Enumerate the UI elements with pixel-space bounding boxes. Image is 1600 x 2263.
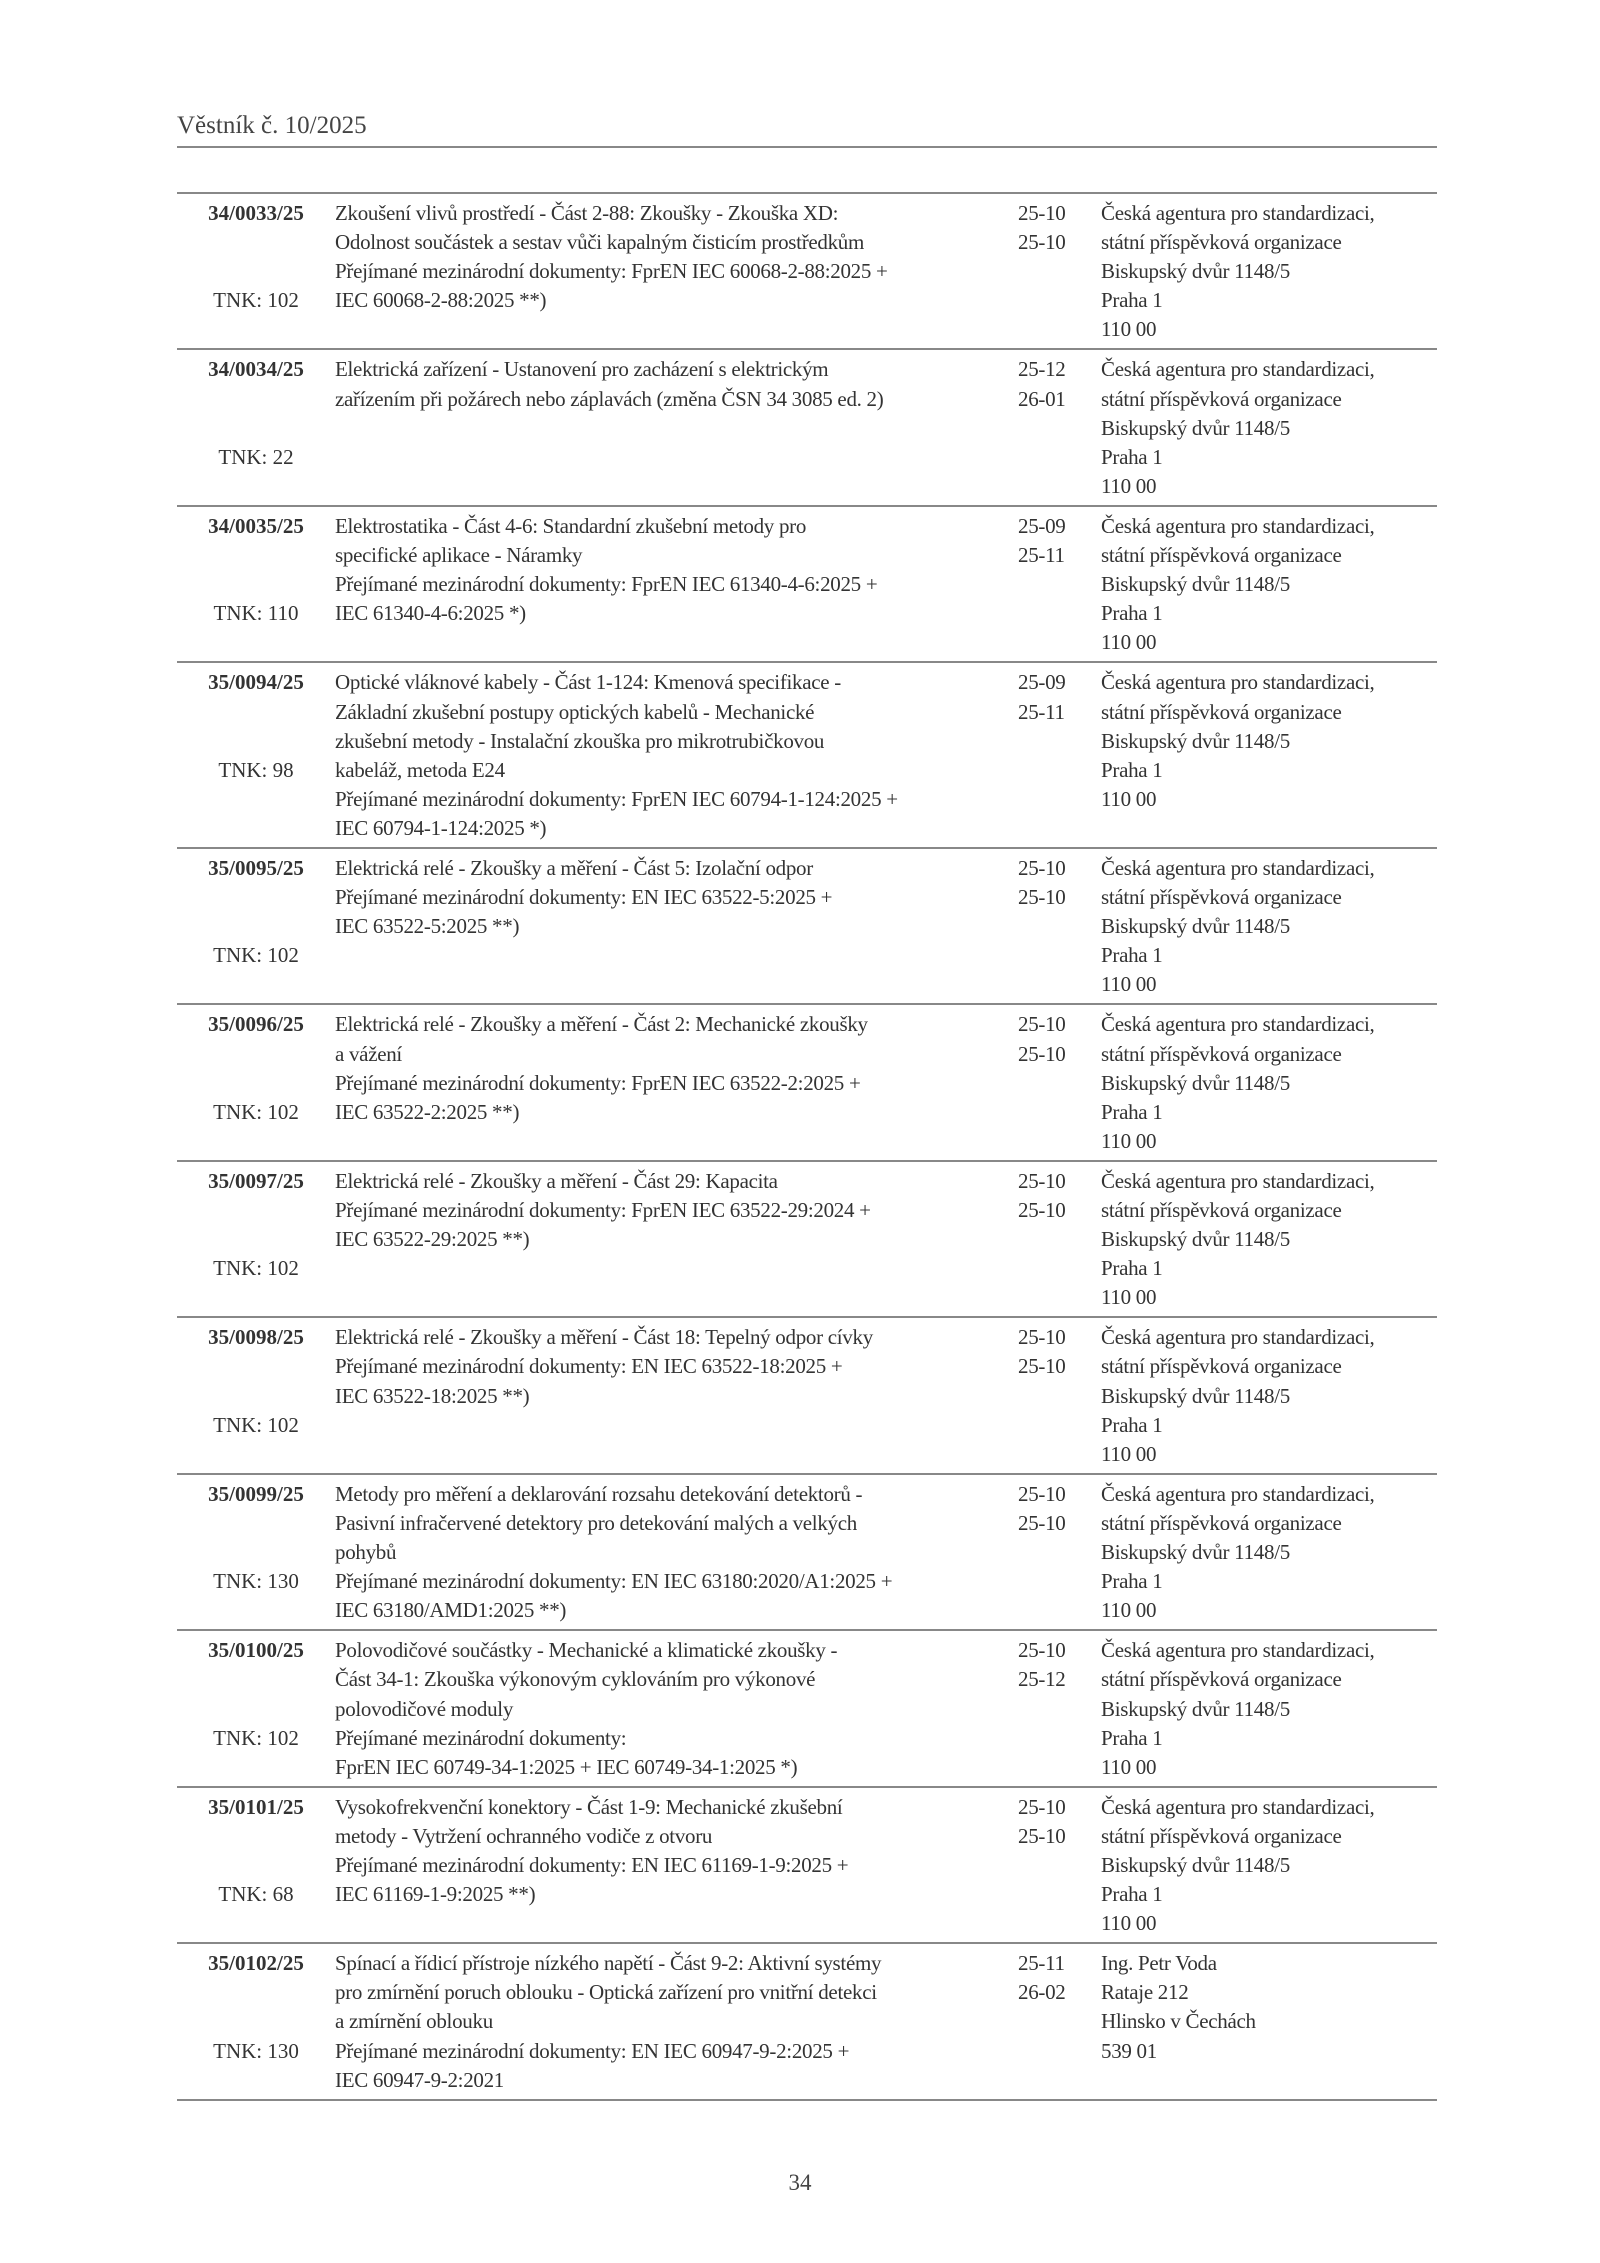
code-cell [177, 662, 335, 848]
dates-cell [1018, 1474, 1101, 1630]
organization-line: Praha 1 [1101, 1412, 1163, 1437]
dates-cell [1018, 1004, 1101, 1160]
description-cell [335, 349, 1018, 505]
project-code: 35/0096/25 [208, 1012, 304, 1037]
description-cell [335, 1787, 1018, 1943]
table-row [177, 1317, 1437, 1473]
date-line: 25-11 [1018, 1951, 1065, 1976]
organization-line: Česká agentura pro standardizaci, [1101, 1325, 1375, 1350]
organization-line: 110 00 [1101, 1754, 1157, 1779]
organization-line: Praha 1 [1101, 444, 1163, 469]
project-code: 34/0033/25 [208, 201, 304, 225]
description-line: IEC 63522-5:2025 **) [335, 914, 520, 939]
dates-cell [1018, 1943, 1101, 2099]
description-line: IEC 63522-2:2025 **) [335, 1099, 520, 1124]
organization-line: státní příspěvková organizace [1101, 1041, 1342, 1066]
organization-line: státní příspěvková organizace [1101, 1510, 1342, 1535]
organization-cell [1101, 193, 1437, 349]
table-row [177, 349, 1437, 505]
organization-line: Biskupský dvůr 1148/5 [1101, 914, 1290, 939]
description-line: specifické aplikace - Náramky [335, 543, 583, 568]
description-cell [335, 193, 1018, 349]
description-line: Optické vláknové kabely - Část 1-124: Kmenová specifikace - [335, 670, 841, 695]
organization-line: státní příspěvková organizace [1101, 1354, 1342, 1379]
organization-line: 110 00 [1101, 786, 1157, 811]
description-line: Přejímané mezinárodní dokumenty: EN IEC 60947-9-2:2025 + [335, 2038, 850, 2063]
date-line: 26-02 [1018, 1980, 1066, 2005]
code-cell [177, 1004, 335, 1160]
code-cell [177, 1161, 335, 1317]
organization-line: Praha 1 [1101, 1569, 1163, 1594]
organization-line: Rataje 212 [1101, 1980, 1189, 2005]
description-line: FprEN IEC 60749-34-1:2025 + IEC 60749-34-1:2025 *) [335, 1754, 798, 1779]
description-line: IEC 63522-29:2025 **) [335, 1227, 530, 1252]
date-line: 25-10 [1018, 1354, 1066, 1379]
description-line: Spínací a řídicí přístroje nízkého napětí - Část 9-2: Aktivní systémy [335, 1951, 882, 1976]
dates-cell [1018, 193, 1101, 349]
description-line: Metody pro měření a deklarování rozsahu detekování detektorů - [335, 1481, 863, 1506]
organization-line: Biskupský dvůr 1148/5 [1101, 1070, 1290, 1095]
organization-cell [1101, 349, 1437, 505]
organization-line: státní příspěvková organizace [1101, 543, 1342, 568]
description-line: Elektrická relé - Zkoušky a měření - Část 2: Mechanické zkoušky [335, 1012, 868, 1037]
organization-line: státní příspěvková organizace [1101, 885, 1342, 910]
project-code: 35/0094/25 [208, 670, 304, 695]
tnk-number: TNK: 102 [213, 1412, 299, 1437]
organization-line: 110 00 [1101, 972, 1157, 997]
organization-line: 110 00 [1101, 1441, 1157, 1466]
code-cell [177, 1787, 335, 1943]
table-row [177, 848, 1437, 1004]
description-line: kabeláž, metoda E24 [335, 757, 505, 782]
project-code: 35/0101/25 [208, 1794, 304, 1819]
description-cell [335, 506, 1018, 662]
description-cell [335, 1161, 1018, 1317]
organization-line: Praha 1 [1101, 1256, 1163, 1281]
description-line: Zkoušení vlivů prostředí - Část 2-88: Zkoušky - Zkouška XD: [335, 201, 839, 225]
organization-cell [1101, 848, 1437, 1004]
description-cell [335, 662, 1018, 848]
description-line: Elektrostatika - Část 4-6: Standardní zkušební metody pro [335, 513, 807, 538]
project-code: 35/0100/25 [208, 1638, 304, 1663]
organization-cell [1101, 1787, 1437, 1943]
description-line: Přejímané mezinárodní dokumenty: [335, 1725, 627, 1750]
code-cell [177, 1630, 335, 1786]
description-line: IEC 60068-2-88:2025 **) [335, 288, 547, 313]
project-code: 35/0098/25 [208, 1325, 304, 1350]
organization-cell [1101, 506, 1437, 662]
header-rule [177, 146, 1437, 148]
dates-cell [1018, 848, 1101, 1004]
description-line: a zmírnění oblouku [335, 2009, 493, 2034]
tnk-number: TNK: 130 [213, 1569, 299, 1594]
organization-cell [1101, 1317, 1437, 1473]
organization-line: Česká agentura pro standardizaci, [1101, 513, 1375, 538]
date-line: 25-10 [1018, 1325, 1066, 1350]
code-cell [177, 193, 335, 349]
organization-line: Hlinsko v Čechách [1101, 2009, 1256, 2034]
date-line: 25-12 [1018, 1667, 1066, 1692]
date-line: 25-11 [1018, 543, 1065, 568]
code-cell [177, 506, 335, 662]
description-line: Polovodičové součástky - Mechanické a klimatické zkoušky - [335, 1638, 838, 1663]
description-line: zkušební metody - Instalační zkouška pro mikrotrubičkovou [335, 728, 825, 753]
organization-line: Česká agentura pro standardizaci, [1101, 1012, 1375, 1037]
date-line: 25-10 [1018, 1823, 1066, 1848]
organization-line: Praha 1 [1101, 1882, 1163, 1907]
dates-cell [1018, 506, 1101, 662]
description-line: Přejímané mezinárodní dokumenty: EN IEC 63180:2020/A1:2025 + [335, 1569, 893, 1594]
project-code: 35/0102/25 [208, 1951, 304, 1976]
description-line: Přejímané mezinárodní dokumenty: EN IEC 63522-18:2025 + [335, 1354, 843, 1379]
date-line: 25-10 [1018, 1041, 1066, 1066]
organization-cell [1101, 1943, 1437, 2099]
date-line: 25-09 [1018, 513, 1066, 538]
organization-line: 110 00 [1101, 1285, 1157, 1310]
organization-line: Česká agentura pro standardizaci, [1101, 1794, 1375, 1819]
organization-line: Česká agentura pro standardizaci, [1101, 855, 1375, 880]
table-row [177, 1943, 1437, 2099]
description-cell [335, 1943, 1018, 2099]
description-line: Přejímané mezinárodní dokumenty: FprEN IEC 60794-1-124:2025 + [335, 786, 898, 811]
date-line: 25-10 [1018, 1510, 1066, 1535]
description-line: Elektrická relé - Zkoušky a měření - Část 5: Izolační odpor [335, 855, 813, 880]
description-line: metody - Vytržení ochranného vodiče z otvoru [335, 1823, 713, 1848]
project-code: 35/0095/25 [208, 855, 304, 880]
organization-cell [1101, 1004, 1437, 1160]
description-cell [335, 1630, 1018, 1786]
dates-cell [1018, 1317, 1101, 1473]
date-line: 25-10 [1018, 1012, 1066, 1037]
organization-line: Ing. Petr Voda [1101, 1951, 1217, 1976]
code-cell [177, 349, 335, 505]
organization-line: Biskupský dvůr 1148/5 [1101, 728, 1290, 753]
date-line: 25-09 [1018, 670, 1066, 695]
code-cell [177, 1317, 335, 1473]
tnk-number: TNK: 22 [218, 444, 294, 469]
description-line: Část 34-1: Zkouška výkonovým cyklováním pro výkonové [335, 1667, 816, 1692]
organization-cell [1101, 662, 1437, 848]
description-line: Přejímané mezinárodní dokumenty: EN IEC 63522-5:2025 + [335, 885, 833, 910]
date-line: 25-10 [1018, 1638, 1066, 1663]
project-code: 35/0097/25 [208, 1168, 304, 1193]
dates-cell [1018, 1787, 1101, 1943]
description-line: IEC 63522-18:2025 **) [335, 1383, 530, 1408]
organization-line: 110 00 [1101, 1128, 1157, 1153]
organization-line: státní příspěvková organizace [1101, 1198, 1342, 1222]
description-line: Elektrická zařízení - Ustanovení pro zacházení s elektrickým [335, 357, 829, 382]
organization-line: Biskupský dvůr 1148/5 [1101, 1696, 1290, 1721]
page-number: 34 [788, 2170, 812, 2195]
code-cell [177, 848, 335, 1004]
tnk-number: TNK: 98 [218, 757, 294, 782]
description-cell [335, 1317, 1018, 1473]
organization-line: státní příspěvková organizace [1101, 699, 1342, 724]
tnk-number: TNK: 102 [213, 1256, 299, 1281]
date-line: 25-10 [1018, 1198, 1066, 1222]
description-line: Přejímané mezinárodní dokumenty: FprEN IEC 63522-2:2025 + [335, 1070, 861, 1095]
date-line: 25-10 [1018, 1794, 1066, 1819]
dates-cell [1018, 662, 1101, 848]
organization-cell [1101, 1630, 1437, 1786]
table-row [177, 1161, 1437, 1317]
organization-line: Česká agentura pro standardizaci, [1101, 1168, 1375, 1193]
table-row [177, 506, 1437, 662]
running-header: Věstník č. 10/2025 [177, 112, 367, 139]
organization-line: Biskupský dvůr 1148/5 [1101, 1540, 1290, 1565]
date-line: 25-10 [1018, 201, 1066, 225]
description-line: Základní zkušební postupy optických kabelů - Mechanické [335, 699, 815, 724]
table-row [177, 1787, 1437, 1943]
description-line: zařízením při požárech nebo záplavách (změna ČSN 34 3085 ed. 2) [335, 386, 884, 411]
tnk-number: TNK: 102 [213, 1099, 299, 1124]
description-line: IEC 60794-1-124:2025 *) [335, 815, 547, 840]
organization-line: Česká agentura pro standardizaci, [1101, 1638, 1375, 1663]
description-line: Přejímané mezinárodní dokumenty: FprEN IEC 61340-4-6:2025 + [335, 572, 878, 597]
organization-line: 110 00 [1101, 473, 1157, 498]
project-code: 34/0034/25 [208, 357, 304, 382]
organization-cell [1101, 1161, 1437, 1317]
organization-line: Biskupský dvůr 1148/5 [1101, 572, 1290, 597]
code-cell [177, 1474, 335, 1630]
organization-line: Praha 1 [1101, 757, 1163, 782]
tnk-number: TNK: 110 [213, 601, 299, 626]
description-line: IEC 61169-1-9:2025 **) [335, 1882, 536, 1907]
tnk-number: TNK: 130 [213, 2038, 299, 2063]
description-line: pohybů [335, 1540, 397, 1565]
organization-line: státní příspěvková organizace [1101, 1823, 1342, 1848]
description-cell [335, 1004, 1018, 1160]
organization-line: Biskupský dvůr 1148/5 [1101, 415, 1290, 440]
tnk-number: TNK: 102 [213, 1725, 299, 1750]
organization-line: Praha 1 [1101, 1099, 1163, 1124]
tnk-number: TNK: 102 [213, 288, 299, 313]
project-code: 34/0035/25 [208, 513, 304, 538]
description-line: Elektrická relé - Zkoušky a měření - Část 18: Tepelný odpor cívky [335, 1325, 873, 1350]
description-line: Přejímané mezinárodní dokumenty: FprEN IEC 63522-29:2024 + [335, 1198, 871, 1222]
description-line: polovodičové moduly [335, 1696, 514, 1721]
table-row [177, 1474, 1437, 1630]
description-cell [335, 1474, 1018, 1630]
tnk-number: TNK: 102 [213, 943, 299, 968]
dates-cell [1018, 349, 1101, 505]
organization-line: Česká agentura pro standardizaci, [1101, 357, 1375, 382]
organization-line: Praha 1 [1101, 601, 1163, 626]
organization-line: 110 00 [1101, 1598, 1157, 1623]
organization-line: Biskupský dvůr 1148/5 [1101, 1227, 1290, 1252]
description-line: IEC 60947-9-2:2021 [335, 2067, 504, 2092]
code-cell [177, 1943, 335, 2099]
tnk-number: TNK: 68 [218, 1882, 294, 1907]
table-row [177, 1004, 1437, 1160]
date-line: 25-10 [1018, 855, 1066, 880]
organization-line: státní příspěvková organizace [1101, 1667, 1342, 1692]
description-line: a vážení [335, 1041, 402, 1066]
standards-table [177, 192, 1437, 2101]
date-line: 25-10 [1018, 1168, 1066, 1193]
date-line: 25-10 [1018, 230, 1066, 255]
dates-cell [1018, 1161, 1101, 1317]
dates-cell [1018, 1630, 1101, 1786]
table-row [177, 662, 1437, 848]
date-line: 25-10 [1018, 885, 1066, 910]
organization-line: 110 00 [1101, 630, 1157, 655]
organization-line: Biskupský dvůr 1148/5 [1101, 259, 1290, 284]
date-line: 25-11 [1018, 699, 1065, 724]
organization-line: 110 00 [1101, 317, 1157, 342]
table-row [177, 193, 1437, 349]
description-line: Přejímané mezinárodní dokumenty: EN IEC 61169-1-9:2025 + [335, 1852, 849, 1877]
date-line: 25-10 [1018, 1481, 1066, 1506]
description-line: Vysokofrekvenční konektory - Část 1-9: Mechanické zkušební [335, 1794, 843, 1819]
organization-line: Česká agentura pro standardizaci, [1101, 1481, 1375, 1506]
description-line: IEC 61340-4-6:2025 *) [335, 601, 526, 626]
organization-line: 110 00 [1101, 1911, 1157, 1936]
description-line: IEC 63180/AMD1:2025 **) [335, 1598, 567, 1623]
description-line: Pasivní infračervené detektory pro detekování malých a velkých [335, 1510, 857, 1535]
organization-line: Praha 1 [1101, 943, 1163, 968]
description-line: Elektrická relé - Zkoušky a měření - Část 29: Kapacita [335, 1168, 778, 1193]
organization-line: Česká agentura pro standardizaci, [1101, 201, 1375, 225]
date-line: 25-12 [1018, 357, 1066, 382]
organization-cell [1101, 1474, 1437, 1630]
description-cell [335, 848, 1018, 1004]
table-row [177, 1630, 1437, 1786]
organization-line: Biskupský dvůr 1148/5 [1101, 1383, 1290, 1408]
organization-line: státní příspěvková organizace [1101, 230, 1342, 255]
project-code: 35/0099/25 [208, 1481, 304, 1506]
description-line: Odolnost součástek a sestav vůči kapalným čisticím prostředkům [335, 230, 865, 255]
organization-line: Biskupský dvůr 1148/5 [1101, 1852, 1290, 1877]
organization-line: Praha 1 [1101, 288, 1163, 313]
organization-line: státní příspěvková organizace [1101, 386, 1342, 411]
date-line: 26-01 [1018, 386, 1066, 411]
description-line: pro zmírnění poruch oblouku - Optická zařízení pro vnitřní detekci [335, 1980, 877, 2005]
organization-line: 539 01 [1101, 2038, 1157, 2063]
organization-line: Praha 1 [1101, 1725, 1163, 1750]
description-line: Přejímané mezinárodní dokumenty: FprEN IEC 60068-2-88:2025 + [335, 259, 888, 284]
organization-line: Česká agentura pro standardizaci, [1101, 670, 1375, 695]
